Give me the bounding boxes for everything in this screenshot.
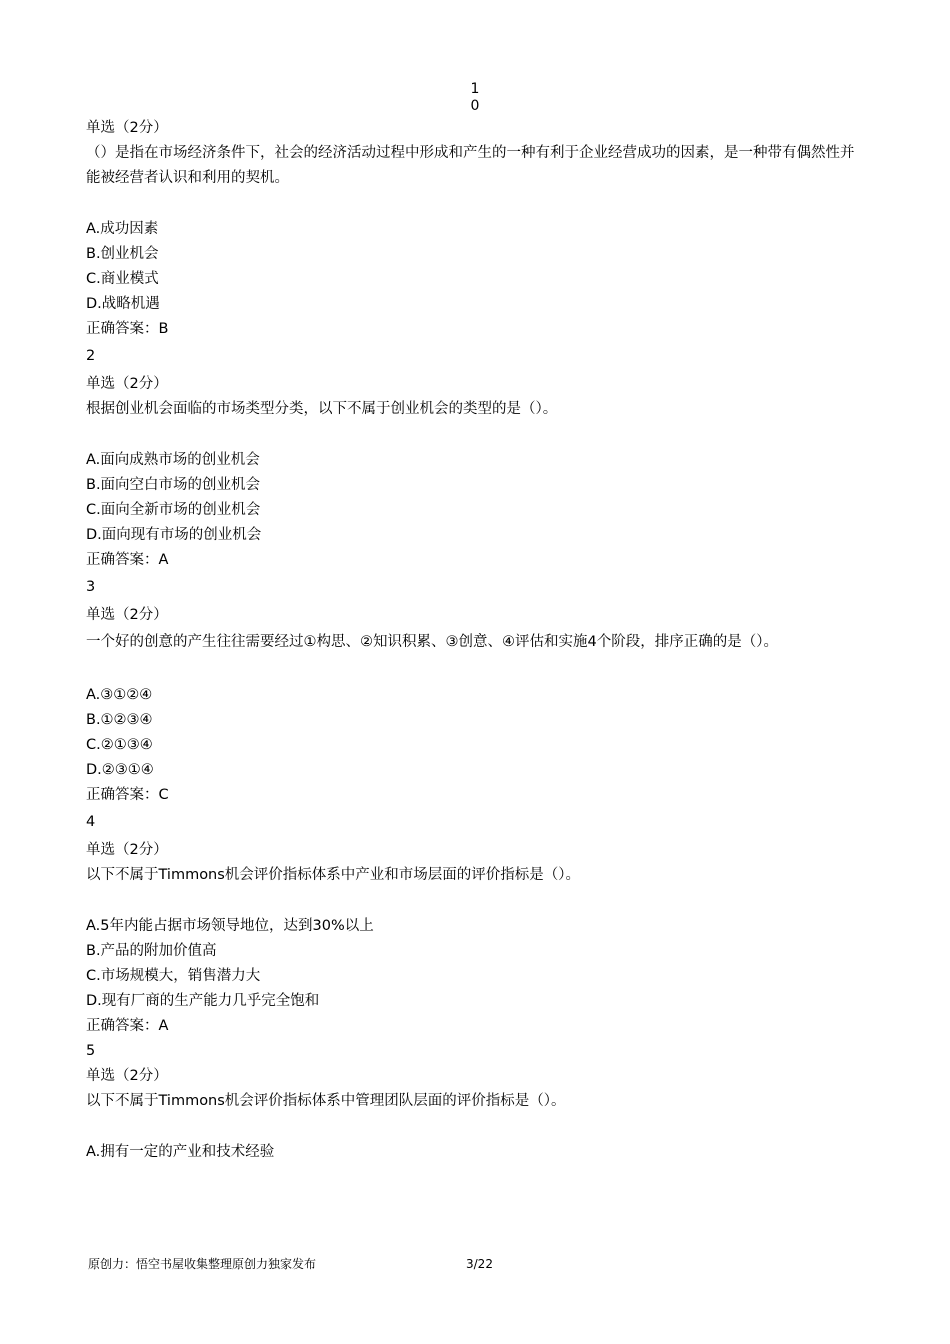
question-number: 5: [86, 1043, 96, 1059]
option-b: B.①②③④: [86, 712, 153, 728]
option-c: C.商业模式: [86, 271, 159, 287]
question-list: [86, 116, 866, 1165]
question-stem: 一个好的创意的产生往往需要经过①构思、②知识积累、③创意、④评估和实施4个阶段，排序正确的是（）。: [86, 634, 778, 650]
correct-answer: 正确答案：A: [86, 552, 169, 568]
page-number-top-1: 1: [470, 81, 480, 97]
option-a: A.拥有一定的产业和技术经验: [86, 1144, 275, 1160]
option-d: D.②③①④: [86, 762, 154, 778]
question-1: [86, 116, 866, 342]
question-type: 单选（2分）: [86, 120, 168, 136]
question-stem: （）是指在市场经济条件下，社会的经济活动过程中形成和产生的一种有利于企业经营成功的因素，是一种带有偶然性并能被经营者认识和利用的契机。: [86, 145, 855, 186]
question-number: 4: [86, 814, 96, 830]
correct-answer: 正确答案：C: [86, 787, 169, 803]
correct-answer: 正确答案：A: [86, 1018, 169, 1034]
question-type: 单选（2分）: [86, 842, 168, 858]
option-b: B.面向空白市场的创业机会: [86, 477, 261, 493]
question-number: 3: [86, 579, 96, 595]
option-a: A.成功因素: [86, 221, 159, 237]
option-c: C.面向全新市场的创业机会: [86, 502, 261, 518]
option-a: A.5年内能占据市场领导地位，达到30%以上: [86, 918, 374, 934]
option-d: D.面向现有市场的创业机会: [86, 527, 262, 543]
correct-answer: 正确答案：B: [86, 321, 169, 337]
question-stem: 根据创业机会面临的市场类型分类，以下不属于创业机会的类型的是（）。: [86, 401, 558, 417]
option-b: B.创业机会: [86, 246, 159, 262]
option-d: D.战略机遇: [86, 296, 160, 312]
question-type: 单选（2分）: [86, 1068, 168, 1084]
option-c: C.②①③④: [86, 737, 153, 753]
option-d: D.现有厂商的生产能力几乎完全饱和: [86, 993, 320, 1009]
question-3: [86, 575, 866, 808]
option-a: A.面向成熟市场的创业机会: [86, 452, 260, 468]
question-4: [86, 810, 866, 1039]
option-b: B.产品的附加价值高: [86, 943, 217, 959]
question-number: 2: [86, 348, 96, 364]
question-stem: 以下不属于Timmons机会评价指标体系中管理团队层面的评价指标是（）。: [86, 1093, 566, 1109]
question-type: 单选（2分）: [86, 376, 168, 392]
question-2: [86, 344, 866, 573]
question-5: [86, 1039, 866, 1165]
question-stem: 以下不属于Timmons机会评价指标体系中产业和市场层面的评价指标是（）。: [86, 867, 581, 883]
footer-source: 原创力：悟空书屋收集整理原创力独家发布: [88, 1257, 317, 1271]
page-number-top-2: 0: [470, 98, 480, 114]
option-a: A.③①②④: [86, 687, 153, 703]
option-c: C.市场规模大，销售潜力大: [86, 968, 261, 984]
footer-page-number: 3/22: [466, 1257, 493, 1271]
question-type: 单选（2分）: [86, 607, 168, 623]
